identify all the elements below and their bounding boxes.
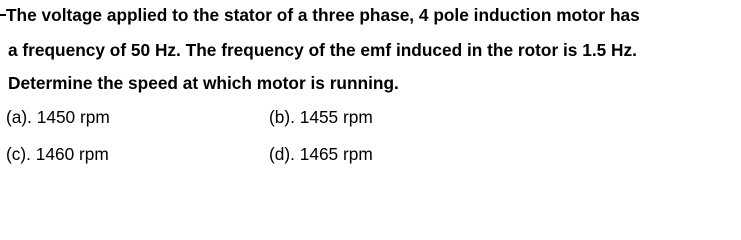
option-d: (d). 1465 rpm <box>269 144 373 164</box>
question-line-1-text: The voltage applied to the stator of a three phase, 4 pole induction motor has <box>6 5 640 25</box>
option-a: (a). 1450 rpm <box>6 107 110 127</box>
option-b: (b). 1455 rpm <box>269 107 373 127</box>
question-marker <box>0 14 6 16</box>
question-line-3: Determine the speed at which motor is running. <box>8 73 399 93</box>
question-line-1 <box>0 5 640 25</box>
question-line-2: a frequency of 50 Hz. The frequency of the emf induced in the rotor is 1.5 Hz. <box>8 40 637 60</box>
option-c: (c). 1460 rpm <box>6 144 109 164</box>
